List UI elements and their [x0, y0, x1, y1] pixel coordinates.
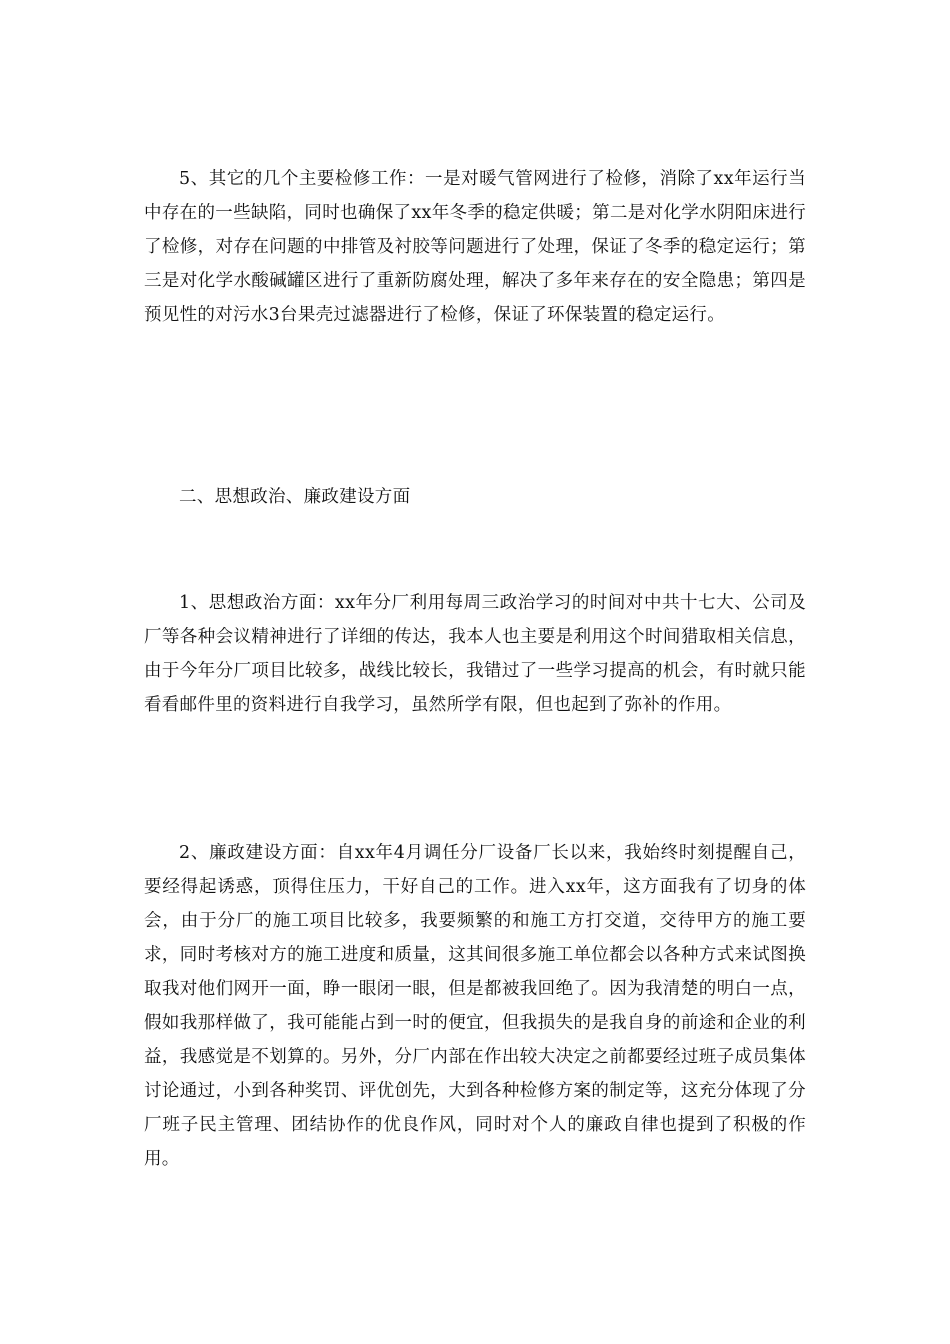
paragraph-maintenance-work: 5、其它的几个主要检修工作：一是对暖气管网进行了检修，消除了xx年运行当中存在的一些缺陷，同时也确保了xx年冬季的稳定供暖；第二是对化学水阴阳床进行了检修，对存在问题的中排管及衬胶等问题进行了处理，保证了冬季的稳定运行；第三是对化学水酸碱罐区进行了重新防腐处理，解决了多年来存在的安全隐患；第四是预见性的对污水3台果壳过滤器进行了检修，保证了环保装置的稳定运行。	[144, 169, 806, 325]
paragraph-integrity-building: 2、廉政建设方面：自xx年4月调任分厂设备厂长以来，我始终时刻提醒自己，要经得起诱惑，顶得住压力，干好自己的工作。进入xx年，这方面我有了切身的体会，由于分厂的施工项目比较多，我要频繁的和施工方打交道，交待甲方的施工要求，同时考核对方的施工进度和质量，这其间很多施工单位都会以各种方式来试图换取我对他们网开一面，睁一眼闭一眼，但是都被我回绝了。因为我清楚的明白一点，假如我那样做了，我可能能占到一时的便宜，但我损失的是我自身的前途和企业的利益，我感觉是不划算的。另外，分厂内部在作出较大决定之前都要经过班子成员集体讨论通过，小到各种奖罚、评优创先，大到各种检修方案的制定等，这充分体现了分厂班子民主管理、团结协作的优良作风，同时对个人的廉政自律也提到了积极的作用。	[144, 843, 806, 1169]
section-heading-politics-integrity: 二、思想政治、廉政建设方面	[179, 487, 411, 507]
paragraph-political-thought: 1、思想政治方面：xx年分厂利用每周三政治学习的时间对中共十七大、公司及厂等各种会议精神进行了详细的传达，我本人也主要是利用这个时间猎取相关信息，由于今年分厂项目比较多，战线比较长，我错过了一些学习提高的机会，有时就只能看看邮件里的资料进行自我学习，虽然所学有限，但也起到了弥补的作用。	[144, 593, 806, 715]
